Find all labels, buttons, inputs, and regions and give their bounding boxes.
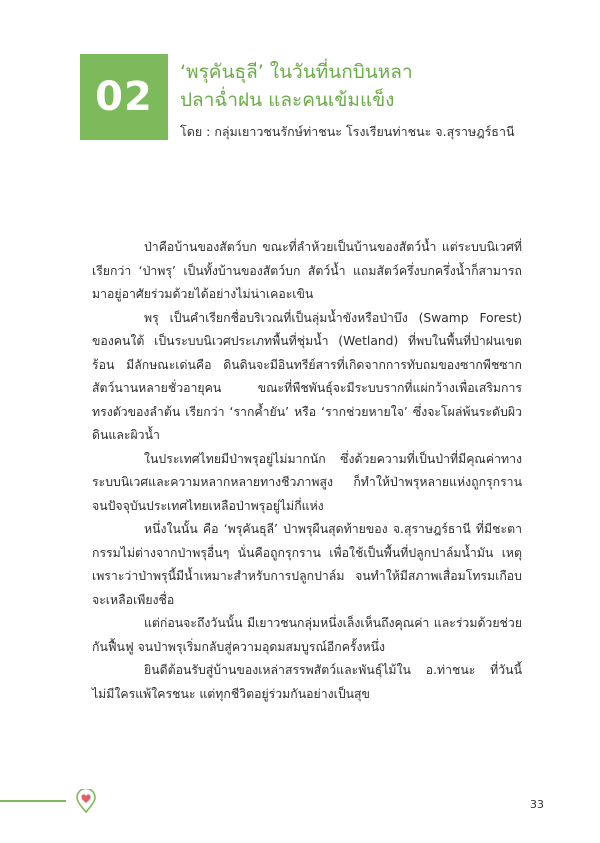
author-byline: โดย : กลุ่มเยาวชนรักษ์ท่าชนะ โรงเรียนท่าชนะ จ.สุราษฎร์ธานี bbox=[180, 124, 515, 139]
paragraph-4: หนึ่งในนั้น คือ ‘พรุคันธุลี’ ป่าพรุผืนสุดท้ายของ จ.สุราษฎร์ธานี ที่มีชะตากรรมไม่ต่างจากป่าพรุอื่นๆ นั่นคือถูกรุกราน เพื่อใช้เป็นพื้นที่ปลูกปาล์มน้ำมัน เหตุเพราะว่าป่าพรุนี้มีน้ำเหมาะสำหรับการปลูกปาล์ม จนทำให้มีสภาพเสื่อมโทรมเกือบจะเหลือเพียงชื่อ bbox=[92, 522, 522, 607]
chapter-number-box bbox=[80, 54, 168, 140]
article-body bbox=[92, 236, 522, 706]
footer-rule bbox=[0, 800, 66, 802]
paragraph-6: ยินดีต้อนรับสู่บ้านของเหล่าสรรพสัตว์และพันธุ์ไม้ใน อ.ท่าชนะ ที่วันนี้ไม่มีใครแพ้ใครชนะ แต่ทุกชีวิตอยู่ร่วมกันอย่างเป็นสุข bbox=[92, 663, 522, 701]
chapter-title-line-2: ปลาฉ่ำฝน และคนเข้มแข็ง bbox=[180, 89, 395, 111]
paragraph-1: ป่าคือบ้านของสัตว์บก ขณะที่ลำห้วยเป็นบ้านของสัตว์น้ำ แต่ระบบนิเวศที่เรียกว่า ‘ป่าพรุ’ เป็นทั้งบ้านของสัตว์บก สัตว์น้ำ แถมสัตว์ครึ่งบกครึ่งน้ำก็สามารถมาอยู่อาศัยร่วมด้วยได้อย่างไม่น่าเคอะเขิน bbox=[92, 240, 522, 301]
chapter-title-line-1: ‘พรุคันธุลี’ ในวันที่นกบินหลา bbox=[180, 61, 413, 83]
page-number: 33 bbox=[530, 798, 544, 811]
paragraph-3: ในประเทศไทยมีป่าพรุอยู่ไม่มากนัก ซึ่งด้วยความที่เป็นป่าที่มีคุณค่าทางระบบนิเวศและความหลากหลายทางชีวภาพสูง ก็ทำให้ป่าพรุหลายแห่งถูกรุกราน จนปัจจุบันประเทศไทยเหลือป่าพรุอยู่ไม่กี่แห่ง bbox=[92, 451, 522, 513]
paragraph-5: แต่ก่อนจะถึงวันนั้น มีเยาวชนกลุ่มหนึ่งเล็งเห็นถึงคุณค่า และร่วมด้วยช่วยกันฟื้นฟู จนป่าพรุเริ่มกลับสู่ความอุดมสมบูรณ์อีกครั้งหนึ่ง bbox=[92, 616, 522, 654]
paragraph-2: พรุ เป็นคำเรียกชื่อบริเวณที่เป็นลุ่มน้ำขังหรือป่าบึง (Swamp Forest) ของคนใต้ เป็นระบบนิเวศประเภทพื้นที่ชุ่มน้ำ (Wetland) ที่พบในพื้นที่ป่าฝนเขตร้อน มีลักษณะเด่นคือ ดินดินจะมีอินทรีย์สารที่เกิดจากการทับถมของซากพืชซากสัตว์นานหลายชั่วอายุคน ขณะที่พืชพันธุ์จะมีระบบรากที่แผ่กว้างเพื่อเสริมการทรงตัวของลำต้น เรียกว่า ‘รากค้ำยัน’ หรือ ‘รากช่วยหายใจ’ ซึ่งจะโผล่พ้นระดับผิวดินและผิวน้ำ bbox=[92, 310, 522, 442]
chapter-number: 02 bbox=[95, 74, 153, 120]
heart-location-pin-icon bbox=[75, 789, 97, 813]
chapter-title bbox=[180, 58, 560, 114]
